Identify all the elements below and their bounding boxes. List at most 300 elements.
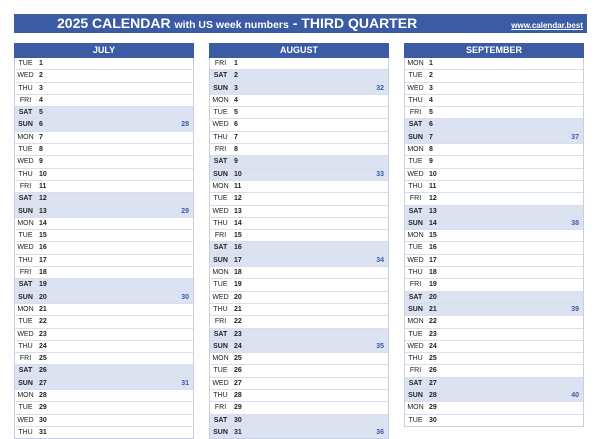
weekday-label: TUE — [18, 318, 33, 326]
week-number: 34 — [376, 256, 384, 264]
day-row — [405, 169, 583, 181]
weekday-label: MON — [212, 96, 229, 104]
day-number: 24 — [429, 342, 437, 350]
day-row — [210, 255, 388, 267]
week-number: 28 — [181, 121, 189, 129]
weekday-label: SUN — [213, 84, 228, 92]
weekday-label: FRI — [409, 109, 422, 117]
day-row — [15, 292, 193, 304]
day-number: 21 — [234, 305, 242, 313]
day-number: 11 — [234, 182, 242, 190]
weekday-label: TUE — [408, 416, 423, 424]
weekday-label: SUN — [213, 256, 228, 264]
day-number: 8 — [39, 146, 43, 154]
weekday-label: WED — [212, 207, 229, 215]
weekday-label: WED — [212, 293, 229, 301]
day-list — [404, 58, 584, 427]
day-number: 5 — [234, 109, 238, 117]
day-number: 19 — [39, 281, 47, 289]
weekday-label: THU — [18, 256, 33, 264]
day-row — [15, 329, 193, 341]
day-number: 20 — [39, 293, 47, 301]
day-row — [405, 144, 583, 156]
day-number: 3 — [39, 84, 43, 92]
day-number: 11 — [429, 182, 437, 190]
title-main: 2025 CALENDAR — [57, 15, 171, 31]
day-number: 6 — [234, 121, 238, 129]
day-number: 9 — [429, 158, 433, 166]
day-row — [210, 193, 388, 205]
weekday-label: MON — [407, 146, 424, 154]
weekday-label: TUE — [408, 158, 423, 166]
weekday-label: WED — [407, 256, 424, 264]
week-number: 37 — [571, 133, 579, 141]
day-number: 17 — [39, 256, 47, 264]
day-number: 4 — [234, 96, 238, 104]
day-row — [210, 181, 388, 193]
weekday-label: MON — [407, 318, 424, 326]
weekday-label: TUE — [213, 195, 228, 203]
day-row — [210, 144, 388, 156]
weekday-label: MON — [17, 219, 34, 227]
day-row — [210, 242, 388, 254]
day-row — [405, 119, 583, 131]
day-row — [210, 341, 388, 353]
weekday-label: MON — [212, 269, 229, 277]
week-number: 39 — [571, 305, 579, 313]
weekday-label: MON — [17, 305, 34, 313]
weekday-label: TUE — [18, 404, 33, 412]
day-row — [405, 83, 583, 95]
weekday-label: SAT — [408, 293, 423, 301]
day-number: 31 — [39, 428, 47, 436]
week-number: 36 — [376, 428, 384, 436]
day-number: 25 — [39, 355, 47, 363]
day-row — [210, 292, 388, 304]
day-row — [210, 107, 388, 119]
day-number: 24 — [39, 342, 47, 350]
day-row — [210, 70, 388, 82]
day-number: 13 — [429, 207, 437, 215]
day-number: 13 — [39, 207, 47, 215]
day-number: 19 — [429, 281, 437, 289]
day-number: 18 — [429, 269, 437, 277]
day-row — [405, 218, 583, 230]
day-row — [15, 427, 193, 438]
day-number: 3 — [429, 84, 433, 92]
day-row — [405, 156, 583, 168]
weekday-label: SUN — [213, 170, 228, 178]
weekday-label: SAT — [213, 72, 228, 80]
weekday-label: THU — [408, 355, 423, 363]
weekday-label: SUN — [18, 207, 33, 215]
title-subtitle: with US week numbers — [174, 19, 289, 31]
weekday-label: SUN — [408, 219, 423, 227]
day-number: 31 — [234, 428, 242, 436]
week-number: 38 — [571, 219, 579, 227]
day-number: 23 — [39, 330, 47, 338]
day-number: 16 — [234, 244, 242, 252]
weekday-label: FRI — [19, 269, 32, 277]
day-number: 10 — [39, 170, 47, 178]
weekday-label: SAT — [18, 195, 33, 203]
day-row — [405, 107, 583, 119]
weekday-label: SUN — [18, 293, 33, 301]
weekday-label: WED — [17, 330, 34, 338]
day-number: 18 — [234, 269, 242, 277]
day-row — [15, 107, 193, 119]
day-number: 12 — [39, 195, 47, 203]
day-number: 29 — [234, 404, 242, 412]
weekday-label: FRI — [214, 318, 227, 326]
title-banner — [14, 14, 587, 33]
weekday-label: FRI — [19, 96, 32, 104]
day-number: 1 — [234, 60, 238, 67]
day-row — [15, 242, 193, 254]
day-number: 19 — [234, 281, 242, 289]
weekday-label: SAT — [213, 158, 228, 166]
weekday-label: THU — [408, 269, 423, 277]
day-row — [210, 378, 388, 390]
day-number: 14 — [39, 219, 47, 227]
day-number: 26 — [234, 367, 242, 375]
weekday-label: TUE — [213, 281, 228, 289]
day-number: 14 — [234, 219, 242, 227]
day-number: 9 — [39, 158, 43, 166]
day-row — [210, 402, 388, 414]
day-number: 15 — [429, 232, 437, 240]
day-row — [405, 95, 583, 107]
weekday-label: WED — [212, 121, 229, 129]
day-row — [15, 144, 193, 156]
day-number: 7 — [39, 133, 43, 141]
day-number: 29 — [429, 404, 437, 412]
weekday-label: TUE — [18, 60, 33, 67]
day-row — [405, 70, 583, 82]
week-number: 32 — [376, 84, 384, 92]
weekday-label: TUE — [408, 244, 423, 252]
day-row — [405, 329, 583, 341]
weekday-label: THU — [18, 170, 33, 178]
day-number: 27 — [429, 379, 437, 387]
day-number: 28 — [234, 392, 242, 400]
weekday-label: SUN — [18, 379, 33, 387]
weekday-label: FRI — [409, 281, 422, 289]
day-number: 21 — [39, 305, 47, 313]
weekday-label: WED — [17, 416, 34, 424]
weekday-label: WED — [17, 158, 34, 166]
weekday-label: MON — [212, 182, 229, 190]
day-number: 26 — [429, 367, 437, 375]
weekday-label: THU — [213, 305, 228, 313]
weekday-label: SAT — [18, 281, 33, 289]
weekday-label: FRI — [19, 182, 32, 190]
day-row — [15, 316, 193, 328]
day-row — [15, 119, 193, 131]
day-number: 6 — [39, 121, 43, 129]
day-row — [210, 58, 388, 70]
day-number: 1 — [39, 60, 43, 67]
day-number: 4 — [39, 96, 43, 104]
weekday-label: THU — [408, 182, 423, 190]
day-row — [405, 58, 583, 70]
day-row — [405, 341, 583, 353]
day-row — [210, 279, 388, 291]
day-number: 23 — [429, 330, 437, 338]
day-row — [15, 83, 193, 95]
day-row — [15, 267, 193, 279]
weekday-label: SAT — [213, 416, 228, 424]
day-row — [210, 353, 388, 365]
day-number: 2 — [429, 72, 433, 80]
weekday-label: FRI — [214, 60, 227, 67]
day-row — [15, 402, 193, 414]
day-number: 25 — [234, 355, 242, 363]
day-row — [210, 316, 388, 328]
day-number: 30 — [39, 416, 47, 424]
month-header: JULY — [14, 43, 194, 58]
day-number: 12 — [429, 195, 437, 203]
weekday-label: SUN — [408, 392, 423, 400]
day-row — [405, 267, 583, 279]
day-row — [405, 415, 583, 426]
weekday-label: SAT — [213, 330, 228, 338]
weekday-label: SAT — [408, 379, 423, 387]
day-number: 7 — [234, 133, 238, 141]
day-row — [405, 230, 583, 242]
day-number: 30 — [234, 416, 242, 424]
day-number: 18 — [39, 269, 47, 277]
day-row — [405, 390, 583, 402]
weekday-label: WED — [17, 72, 34, 80]
day-row — [15, 415, 193, 427]
day-row — [405, 255, 583, 267]
weekday-label: MON — [17, 392, 34, 400]
day-row — [405, 193, 583, 205]
day-row — [210, 95, 388, 107]
day-row — [405, 292, 583, 304]
weekday-label: SAT — [18, 109, 33, 117]
day-row — [15, 378, 193, 390]
day-number: 30 — [429, 416, 437, 424]
weekday-label: WED — [407, 84, 424, 92]
day-number: 26 — [39, 367, 47, 375]
weekday-label: SUN — [408, 305, 423, 313]
weekday-label: SAT — [213, 244, 228, 252]
day-number: 14 — [429, 219, 437, 227]
week-number: 33 — [376, 170, 384, 178]
week-number: 31 — [181, 379, 189, 387]
day-number: 28 — [429, 392, 437, 400]
day-row — [405, 279, 583, 291]
day-number: 2 — [234, 72, 238, 80]
day-row — [405, 304, 583, 316]
day-row — [15, 181, 193, 193]
day-row — [210, 329, 388, 341]
weekday-label: MON — [17, 133, 34, 141]
day-row — [15, 156, 193, 168]
site-link[interactable]: www.calendar.best — [511, 21, 583, 30]
day-number: 11 — [39, 182, 47, 190]
day-row — [210, 427, 388, 438]
weekday-label: MON — [407, 232, 424, 240]
day-row — [405, 206, 583, 218]
day-number: 10 — [234, 170, 242, 178]
day-number: 2 — [39, 72, 43, 80]
weekday-label: TUE — [18, 232, 33, 240]
weekday-label: MON — [407, 60, 424, 67]
weekday-label: THU — [18, 428, 33, 436]
day-row — [210, 218, 388, 230]
weekday-label: FRI — [214, 404, 227, 412]
month-column-september — [404, 43, 584, 427]
day-number: 1 — [429, 60, 433, 67]
week-number: 29 — [181, 207, 189, 215]
day-number: 5 — [39, 109, 43, 117]
week-number: 35 — [376, 342, 384, 350]
day-row — [15, 255, 193, 267]
weekday-label: WED — [17, 244, 34, 252]
day-number: 20 — [429, 293, 437, 301]
day-number: 17 — [429, 256, 437, 264]
day-number: 20 — [234, 293, 242, 301]
day-row — [15, 230, 193, 242]
day-row — [210, 230, 388, 242]
day-list — [14, 58, 194, 439]
page-title — [57, 15, 417, 34]
weekday-label: THU — [18, 84, 33, 92]
day-row — [210, 119, 388, 131]
day-row — [15, 390, 193, 402]
day-number: 24 — [234, 342, 242, 350]
day-row — [210, 267, 388, 279]
day-row — [405, 353, 583, 365]
weekday-label: WED — [407, 170, 424, 178]
weekday-label: FRI — [409, 195, 422, 203]
day-row — [15, 365, 193, 377]
day-number: 27 — [234, 379, 242, 387]
weekday-label: TUE — [408, 330, 423, 338]
day-row — [210, 169, 388, 181]
day-number: 8 — [234, 146, 238, 154]
week-number: 40 — [571, 392, 579, 400]
weekday-label: SUN — [213, 428, 228, 436]
weekday-label: SAT — [18, 367, 33, 375]
weekday-label: TUE — [213, 367, 228, 375]
week-number: 30 — [181, 293, 189, 301]
weekday-label: SAT — [408, 207, 423, 215]
day-row — [15, 353, 193, 365]
weekday-label: FRI — [409, 367, 422, 375]
day-row — [15, 95, 193, 107]
day-row — [15, 341, 193, 353]
day-row — [210, 415, 388, 427]
day-number: 12 — [234, 195, 242, 203]
day-number: 25 — [429, 355, 437, 363]
day-row — [210, 206, 388, 218]
day-row — [210, 156, 388, 168]
day-row — [15, 70, 193, 82]
weekday-label: SUN — [18, 121, 33, 129]
day-number: 16 — [39, 244, 47, 252]
day-number: 7 — [429, 133, 433, 141]
day-row — [405, 181, 583, 193]
weekday-label: SAT — [408, 121, 423, 129]
day-row — [15, 58, 193, 70]
weekday-label: MON — [407, 404, 424, 412]
month-header: SEPTEMBER — [404, 43, 584, 58]
weekday-label: THU — [213, 133, 228, 141]
day-row — [15, 279, 193, 291]
day-number: 27 — [39, 379, 47, 387]
day-row — [405, 316, 583, 328]
day-row — [405, 402, 583, 414]
day-number: 29 — [39, 404, 47, 412]
day-number: 15 — [234, 232, 242, 240]
month-header: AUGUST — [209, 43, 389, 58]
day-row — [210, 390, 388, 402]
weekday-label: WED — [407, 342, 424, 350]
weekday-label: SUN — [408, 133, 423, 141]
title-quarter: - THIRD QUARTER — [292, 15, 418, 31]
day-number: 5 — [429, 109, 433, 117]
day-number: 10 — [429, 170, 437, 178]
day-number: 8 — [429, 146, 433, 154]
day-list — [209, 58, 389, 439]
day-row — [405, 132, 583, 144]
day-row — [405, 378, 583, 390]
day-number: 13 — [234, 207, 242, 215]
day-row — [15, 132, 193, 144]
day-number: 15 — [39, 232, 47, 240]
day-number: 28 — [39, 392, 47, 400]
day-number: 3 — [234, 84, 238, 92]
month-column-july — [14, 43, 194, 439]
day-number: 22 — [39, 318, 47, 326]
day-number: 4 — [429, 96, 433, 104]
day-number: 9 — [234, 158, 238, 166]
day-row — [405, 242, 583, 254]
day-row — [15, 304, 193, 316]
day-row — [210, 83, 388, 95]
weekday-label: TUE — [18, 146, 33, 154]
day-row — [15, 169, 193, 181]
day-row — [15, 193, 193, 205]
weekday-label: FRI — [214, 232, 227, 240]
weekday-label: TUE — [213, 109, 228, 117]
weekday-label: FRI — [19, 355, 32, 363]
day-row — [15, 218, 193, 230]
weekday-label: TUE — [408, 72, 423, 80]
day-number: 21 — [429, 305, 437, 313]
day-number: 6 — [429, 121, 433, 129]
day-number: 22 — [234, 318, 242, 326]
day-row — [405, 365, 583, 377]
day-row — [210, 304, 388, 316]
day-row — [15, 206, 193, 218]
weekday-label: WED — [212, 379, 229, 387]
weekday-label: MON — [212, 355, 229, 363]
day-row — [210, 365, 388, 377]
day-number: 23 — [234, 330, 242, 338]
month-column-august — [209, 43, 389, 439]
day-row — [210, 132, 388, 144]
weekday-label: THU — [18, 342, 33, 350]
day-number: 16 — [429, 244, 437, 252]
day-number: 17 — [234, 256, 242, 264]
day-number: 22 — [429, 318, 437, 326]
weekday-label: SUN — [213, 342, 228, 350]
